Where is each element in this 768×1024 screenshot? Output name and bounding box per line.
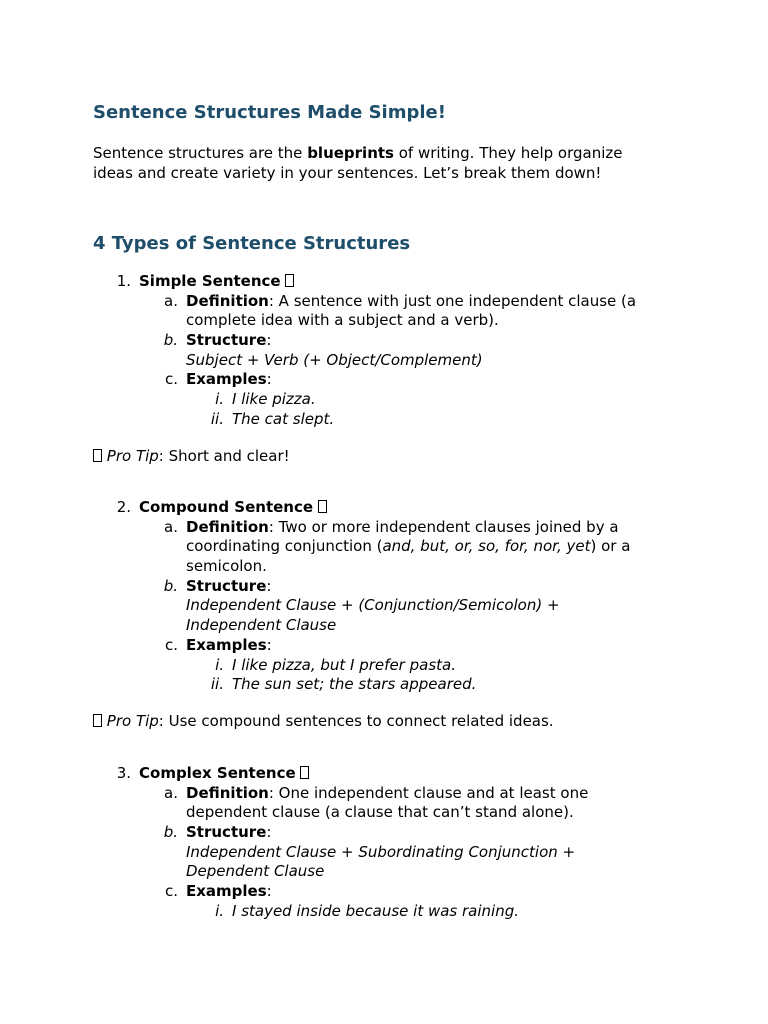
sub-marker: c. (164, 635, 178, 654)
label-colon: : (266, 576, 272, 595)
pro-tip (93, 711, 554, 731)
pro-tip-label: Pro Tip (106, 447, 159, 465)
section-complex-sentence (93, 764, 673, 922)
structure-label: Structure (186, 823, 267, 842)
sub-marker: a. (164, 783, 178, 802)
examples-line (93, 636, 673, 656)
structure-line (93, 331, 673, 351)
pro-tip (93, 446, 290, 466)
definition-text: : One independent clause and at least one (268, 783, 589, 802)
examples-label: Examples (186, 635, 267, 654)
definition-text: : A sentence with just one independent clause (a (268, 291, 637, 310)
structure-formula (93, 843, 673, 863)
example-text: The cat slept. (232, 409, 335, 428)
list-item-title: Compound Sentence (139, 498, 314, 516)
structure-formula (93, 351, 673, 371)
label-colon: : (266, 635, 272, 654)
examples-line (93, 882, 673, 902)
definition-text: : Two or more independent clauses joined by a (268, 517, 619, 536)
missing-glyph-icon (300, 766, 309, 779)
intro-paragraph (93, 143, 663, 183)
definition-text: complete idea with a subject and a verb). (186, 311, 499, 330)
definition-line (93, 784, 673, 804)
sub-marker: b. (163, 331, 178, 350)
examples-label: Examples (186, 882, 267, 901)
definition-line (93, 518, 673, 538)
structure-label: Structure (186, 331, 267, 350)
definition-line (93, 292, 673, 312)
structure-text: Independent Clause + Subordinating Conjunction + (186, 842, 576, 861)
intro-bold-word: blueprints (307, 144, 394, 162)
definition-label: Definition (186, 517, 269, 536)
section-simple-sentence (93, 272, 673, 430)
pro-tip-label: Pro Tip (106, 712, 159, 730)
structure-text: Dependent Clause (186, 862, 325, 881)
definition-text: semicolon. (186, 557, 267, 576)
sub-marker: b. (163, 576, 178, 595)
structure-text: Subject + Verb (+ Object/Complement) (186, 350, 483, 369)
missing-glyph-icon (93, 714, 102, 727)
sub-marker: b. (163, 823, 178, 842)
document-page (93, 0, 673, 1024)
sub-marker: c. (164, 370, 178, 389)
example-marker: ii. (210, 409, 224, 428)
example-marker: i. (215, 901, 224, 920)
example-item (93, 656, 673, 676)
example-item (93, 902, 673, 922)
definition-label: Definition (186, 291, 269, 310)
structure-line (93, 823, 673, 843)
label-colon: : (266, 823, 272, 842)
example-marker: ii. (210, 675, 224, 694)
structure-label: Structure (186, 576, 267, 595)
intro-text-start: Sentence structures are the (93, 144, 308, 162)
conjunction-list: and, but, or, so, for, nor, yet (382, 537, 591, 556)
section-compound-sentence (93, 498, 673, 695)
missing-glyph-icon (93, 449, 102, 462)
list-item-title: Complex Sentence (139, 764, 296, 782)
structure-line (93, 577, 673, 597)
definition-text: dependent clause (a clause that can’t stand alone). (186, 803, 574, 822)
missing-glyph-icon (285, 274, 294, 287)
label-colon: : (266, 882, 272, 901)
intro-text-line2: ideas and create variety in your sentences. Let’s break them down! (93, 164, 602, 182)
definition-label: Definition (186, 783, 269, 802)
example-text: The sun set; the stars appeared. (232, 675, 477, 694)
sub-marker: a. (164, 517, 178, 536)
structure-text: Independent Clause (186, 616, 337, 635)
list-item-title: Simple Sentence (139, 272, 281, 290)
document-title: Sentence Structures Made Simple! (93, 102, 446, 123)
definition-line (93, 803, 673, 823)
list-marker: 3. (116, 764, 131, 782)
list-item-header (93, 272, 673, 292)
example-item (93, 675, 673, 695)
label-colon: : (266, 331, 272, 350)
example-text: I stayed inside because it was raining. (232, 901, 520, 920)
example-marker: i. (215, 655, 224, 674)
definition-line (93, 557, 673, 577)
pro-tip-text: : Short and clear! (158, 447, 290, 465)
example-item (93, 410, 673, 430)
definition-line (93, 311, 673, 331)
example-marker: i. (215, 390, 224, 409)
list-marker: 1. (116, 272, 131, 290)
sub-marker: c. (164, 882, 178, 901)
list-item-header (93, 764, 673, 784)
example-text: I like pizza, but I prefer pasta. (232, 655, 456, 674)
structure-formula (93, 596, 673, 616)
structure-formula (93, 616, 673, 636)
list-marker: 2. (116, 498, 131, 516)
example-text: I like pizza. (232, 390, 316, 409)
intro-text-end: of writing. They help organize (393, 144, 623, 162)
label-colon: : (266, 370, 272, 389)
definition-line (93, 537, 673, 557)
structure-text: Independent Clause + (Conjunction/Semicolon) + (186, 596, 560, 615)
example-item (93, 390, 673, 410)
missing-glyph-icon (318, 500, 327, 513)
section-heading: 4 Types of Sentence Structures (93, 233, 411, 254)
definition-text: ) or a (590, 537, 631, 556)
examples-line (93, 370, 673, 390)
pro-tip-text: : Use compound sentences to connect related ideas. (158, 712, 554, 730)
sub-marker: a. (164, 291, 178, 310)
list-item-header (93, 498, 673, 518)
examples-label: Examples (186, 370, 267, 389)
structure-formula (93, 862, 673, 882)
definition-text: coordinating conjunction ( (186, 537, 383, 556)
